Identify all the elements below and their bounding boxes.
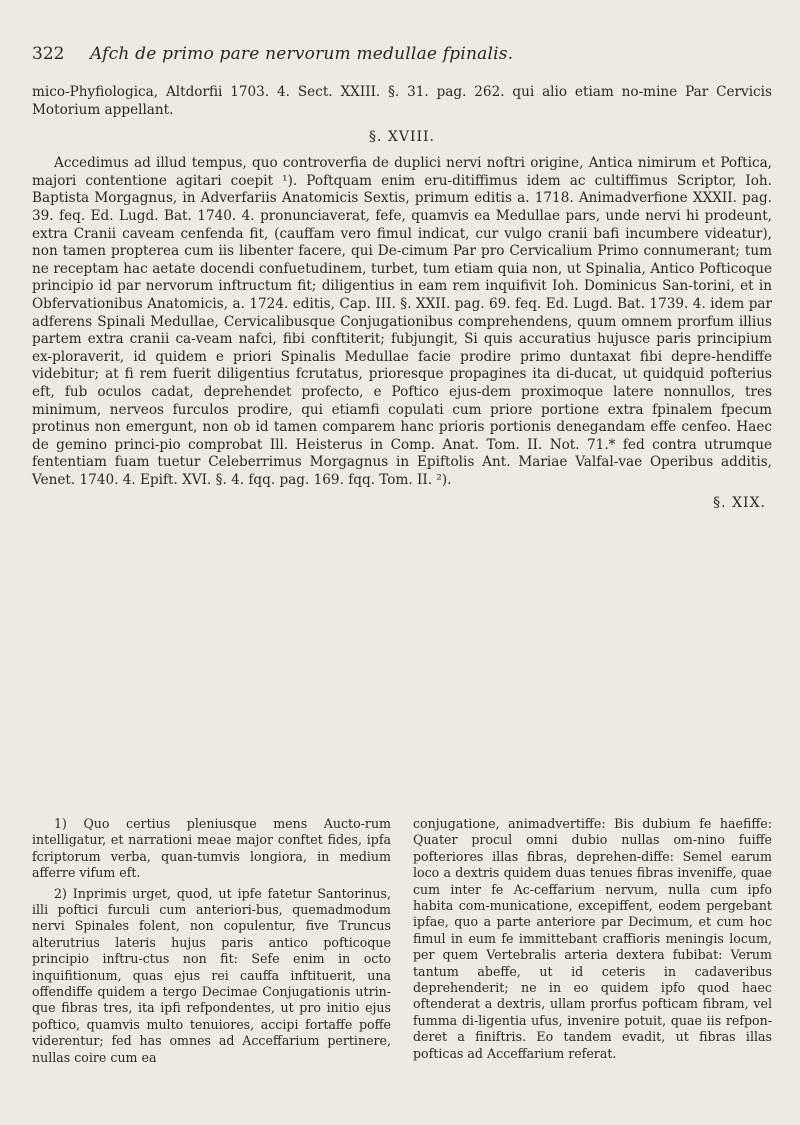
main-paragraph: Accedimus ad illud tempus, quo controverfia de duplici nervi noftri origine, Antica nimirum et Poftica, majori contentione agitari coepit ¹). Poftquam enim eru-ditiffimus idem ac cultiffimus Scriptor, Ioh. Baptista Morgagnus, in Adverfariis Anatomicis Sextis, primum editis a. 1718. Animadverfione XXXII. pag. 39. feq. Ed. Lugd. Bat. 1740. 4. pronunciaverat, fefe, quamvis ea Medullae pars, unde nervi hi prodeunt, extra Cranii caveam cenfenda fit, (cauffam vero fimul indicat, cur vulgo cranii bafi incumbere videatur), non tamen propterea cum iis libenter facere, qui De-cimum Par pro Cervicalium Primo connumerant; tum ne receptam hac aetate docendi confuetudinem, turbet, tum etiam quia non, ut Spinalia, Antico Pofticoque principio id par nervorum inftructum fit; diligentius in eam rem inquifivit Ioh. Dominicus San-torini, et in Obfervationibus Anatomicis, a. 1724. editis, Cap. III. §. XXII. pag. 69. feq. Ed. Lugd. Bat. 1739. 4. idem par adferens Spinali Medullae, Cervicalibusque Conjugationibus comprehendens, quum omnem prorfum illius partem extra cranii ca-veam nafci, fibi conftiterit; fubjungit, Si quis accuratius hujusce paris principium ex-ploraverit, id quidem e priori Spinalis Medullae facie prodire primo duntaxat fibi depre-hendiffe videbitur; at fi rem fuerit diligentius fcrutatus, prioresque propagines ita di-ducat, ut quidquid pofterius eft, fub oculos cadat, deprehendet profecto, e Poftico ejus-dem proximoque latere nonnullos, tres minimum, nerveos furculos prodire, qui etiamfi copulati cum priore portione extra fpinalem fpecum protinus non emergunt, non ob id tamen comparem hanc prioris portionis denegandam effe cenfeo. Haec de gemino princi-pio comprobat Ill. Heisterus in Comp. Anat. Tom. II. Not. 71.* fed contra utrumque fententiam fuam tuetur Celeberrimus Morgagnus in Epiftolis Ant. Mariae Valfal-vae Operibus additis, Venet. 1740. 4. Epift. XVI. §. 4. fqq. pag. 169. fqq. Tom. II. ²). [32,155,772,488]
running-title: Afch de primo pare nervorum medullae fpinalis. [90,44,514,64]
footnote-2: 2) Inprimis urget, quod, ut ipfe fatetur Santorinus, illi poftici furculi cum anteriori-bus, quemadmodum nervi Spinales folent, non copulentur, five Truncus alterutrius lateris hujus paris antico pofticoque principio inftru-ctus non fit: Sefe enim in octo inquifitionum, quas ejus rei cauffa inftituerit, una offendiffe quidem a tergo Decimae Conjugationis utrin-que fibras tres, ita ipfi refpondentes, ut pro initio ejus poftico, quamvis multo tenuiores, accipi fortaffe poffe viderentur; fed has omnes ad Acceffarium pertinere, nullas coire cum ea [32,885,391,1065]
main-text [32,84,772,511]
footnote-2-continued: conjugatione, animadvertiffe: Bis dubium fe haefiffe: Quater procul omni dubio nullas om-nino fuiffe pofteriores illas fibras, deprehen-diffe: Semel earum loco a dextris quidem duas tenues fibras inveniffe, quae cum inter fe Ac-ceffarium nervum, nulla cum ipfo habita com-municatione, excepiffent, eodem pergebant ipfae, quo a parte anteriore par Decimum, et cum hoc fimul in eum fe immittebant craffioris meningis locum, per quem Vertebralis arteria dextera fubibat: Verum tantum abeffe, ut id ceteris in cadaveribus deprehenderit; ne in eo quidem ipfo quod haec oftenderat a dextris, ullam prorfus pofticam fibram, vel fumma di-ligentia ufus, invenire potuit, quae iis refpon-deret a finiftris. Eo tandem evadit, ut fibras illas pofticas ad Acceffarium referat. [413,816,772,1061]
page-header [32,44,772,74]
intro-line: mico-Phyfiologica, Altdorfii 1703. 4. Sect. XXIII. §. 31. pag. 262. qui alio etiam no-mine Par Cervicis Motorium appellant. [32,84,772,118]
footnotes [32,816,772,1070]
footnote-1: 1) Quo certius pleniusque mens Aucto-rum intelligatur, et narrationi meae major conftet fides, ipfa fcriptorum verba, quan-tumvis longiora, in medium afferre vifum eft. [32,816,391,881]
section-heading-xviii: §. XVIII. [368,129,436,146]
footnotes-left-column [32,816,391,1070]
page-number: 322 [32,44,65,64]
section-heading-xix: §. XIX. [713,495,766,512]
footnotes-right-column [413,816,772,1070]
